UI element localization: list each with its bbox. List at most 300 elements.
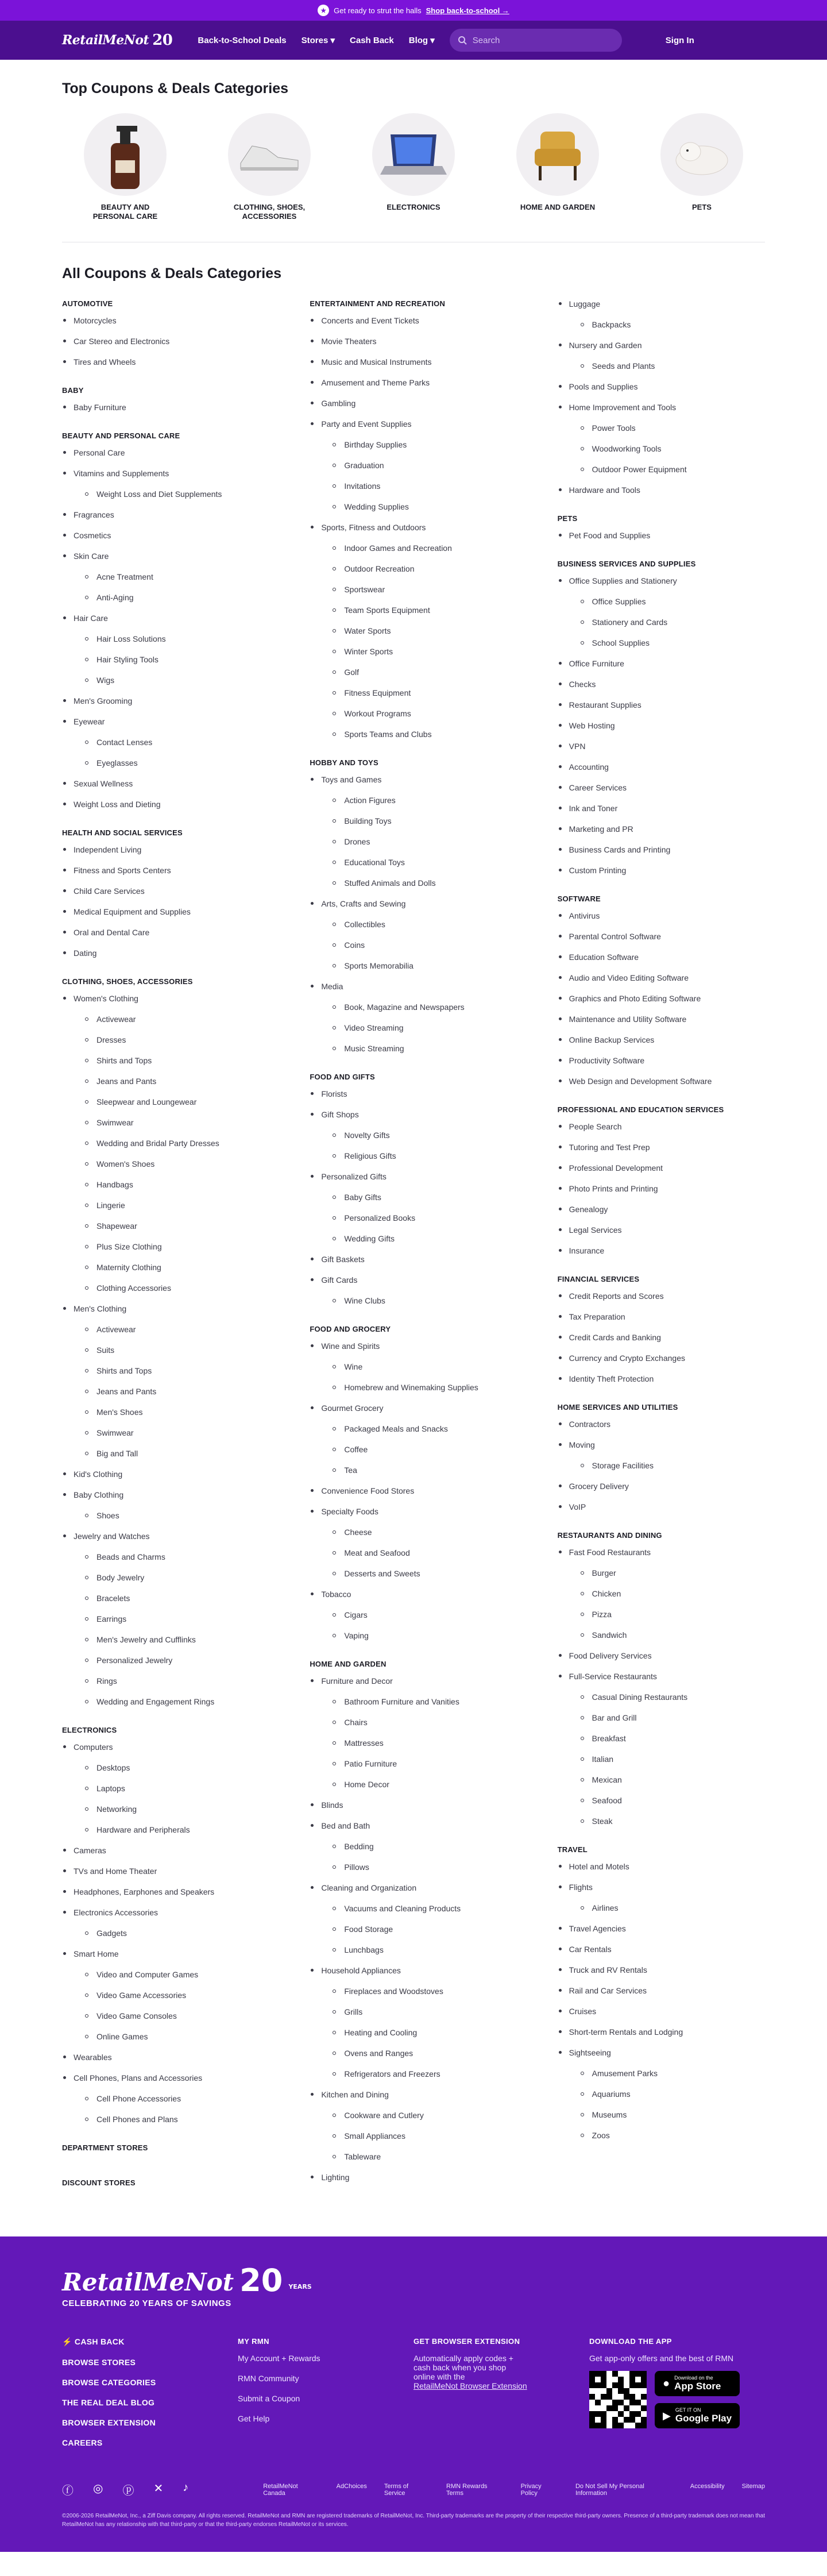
- subcategory-link[interactable]: Mattresses: [310, 1738, 517, 1748]
- subcategory-link[interactable]: Bracelets: [62, 1594, 269, 1603]
- category-link[interactable]: Productivity Software: [558, 1056, 765, 1065]
- subcategory-link[interactable]: Office Supplies: [558, 597, 765, 606]
- subcategory-link[interactable]: Cell Phone Accessories: [62, 2094, 269, 2103]
- subcategory-link[interactable]: Storage Facilities: [558, 1461, 765, 1470]
- subcategory-link[interactable]: Italian: [558, 1754, 765, 1764]
- category-link[interactable]: Parental Control Software: [558, 932, 765, 941]
- subcategory-link[interactable]: Religious Gifts: [310, 1151, 517, 1160]
- subcategory-link[interactable]: Birthday Supplies: [310, 440, 517, 449]
- subcategory-link[interactable]: Desktops: [62, 1763, 269, 1772]
- category-link[interactable]: Specialty Foods: [310, 1507, 517, 1516]
- category-link[interactable]: Custom Printing: [558, 866, 765, 875]
- category-heading[interactable]: TRAVEL: [557, 1845, 588, 1854]
- subcategory-link[interactable]: Cigars: [310, 1610, 517, 1619]
- subcategory-link[interactable]: Meat and Seafood: [310, 1548, 517, 1557]
- subcategory-link[interactable]: Airlines: [558, 1903, 765, 1912]
- category-link[interactable]: Restaurant Supplies: [558, 700, 765, 709]
- footer-cash-back[interactable]: ⚡ CASH BACK: [62, 2337, 125, 2346]
- subcategory-link[interactable]: Steak: [558, 1817, 765, 1826]
- category-link[interactable]: Identity Theft Protection: [558, 1374, 765, 1383]
- category-link[interactable]: Education Software: [558, 952, 765, 962]
- category-link[interactable]: Gambling: [310, 399, 517, 408]
- category-link[interactable]: Nursery and Garden: [558, 341, 765, 350]
- subcategory-link[interactable]: Hardware and Peripherals: [62, 1825, 269, 1834]
- category-link[interactable]: Insurance: [558, 1246, 765, 1255]
- category-link[interactable]: Contractors: [558, 1420, 765, 1429]
- category-link[interactable]: Party and Event Supplies: [310, 419, 517, 429]
- category-link[interactable]: Maintenance and Utility Software: [558, 1015, 765, 1024]
- category-link[interactable]: Office Supplies and Stationery: [558, 576, 765, 585]
- category-link[interactable]: Sports, Fitness and Outdoors: [310, 523, 517, 532]
- category-heading[interactable]: HOBBY AND TOYS: [310, 758, 378, 767]
- nav-back-to-school[interactable]: Back-to-School Deals: [198, 35, 287, 45]
- legal-link[interactable]: RetailMeNot Canada: [263, 2482, 298, 2497]
- category-heading[interactable]: CLOTHING, SHOES, ACCESSORIES: [62, 977, 193, 986]
- category-link[interactable]: Gift Cards: [310, 1275, 517, 1285]
- category-link[interactable]: Sightseeing: [558, 2048, 765, 2057]
- category-link[interactable]: Sexual Wellness: [62, 779, 269, 788]
- subcategory-link[interactable]: Desserts and Sweets: [310, 1569, 517, 1578]
- subcategory-link[interactable]: Men's Jewelry and Cufflinks: [62, 1635, 269, 1644]
- footer-careers[interactable]: CAREERS: [62, 2438, 103, 2447]
- category-link[interactable]: Jewelry and Watches: [62, 1532, 269, 1541]
- legal-link[interactable]: Sitemap: [741, 2482, 765, 2490]
- top-category-clothing[interactable]: [228, 113, 311, 221]
- category-link[interactable]: Oral and Dental Care: [62, 928, 269, 937]
- subcategory-link[interactable]: Big and Tall: [62, 1449, 269, 1458]
- subcategory-link[interactable]: Packaged Meals and Snacks: [310, 1424, 517, 1433]
- pinterest-icon[interactable]: ⓟ: [122, 2485, 134, 2497]
- subcategory-link[interactable]: Jeans and Pants: [62, 1387, 269, 1396]
- footer-my-account[interactable]: My Account + Rewards: [238, 2354, 320, 2363]
- category-heading[interactable]: DEPARTMENT STORES: [62, 2143, 148, 2152]
- category-heading[interactable]: FOOD AND GIFTS: [310, 1073, 375, 1081]
- subcategory-link[interactable]: Bathroom Furniture and Vanities: [310, 1697, 517, 1706]
- category-link[interactable]: Personalized Gifts: [310, 1172, 517, 1181]
- category-link[interactable]: Kid's Clothing: [62, 1470, 269, 1479]
- subcategory-link[interactable]: Pillows: [310, 1862, 517, 1872]
- subcategory-link[interactable]: Sports Memorabilia: [310, 961, 517, 970]
- subcategory-link[interactable]: Stuffed Animals and Dolls: [310, 878, 517, 888]
- category-link[interactable]: Truck and RV Rentals: [558, 1965, 765, 1975]
- subcategory-link[interactable]: Cell Phones and Plans: [62, 2115, 269, 2124]
- subcategory-link[interactable]: Cookware and Cutlery: [310, 2111, 517, 2120]
- category-link[interactable]: Pet Food and Supplies: [558, 531, 765, 540]
- subcategory-link[interactable]: Activewear: [62, 1015, 269, 1024]
- top-category-home[interactable]: [516, 113, 599, 221]
- category-link[interactable]: Eyewear: [62, 717, 269, 726]
- category-link[interactable]: Gift Baskets: [310, 1255, 517, 1264]
- category-link[interactable]: VPN: [558, 742, 765, 751]
- subcategory-link[interactable]: Contact Lenses: [62, 738, 269, 747]
- subcategory-link[interactable]: Video Game Consoles: [62, 2011, 269, 2020]
- category-link[interactable]: Short-term Rentals and Lodging: [558, 2027, 765, 2037]
- subcategory-link[interactable]: Video Game Accessories: [62, 1991, 269, 2000]
- category-link[interactable]: Credit Cards and Banking: [558, 1333, 765, 1342]
- category-heading[interactable]: PETS: [557, 514, 578, 523]
- subcategory-link[interactable]: Museums: [558, 2110, 765, 2119]
- category-link[interactable]: Luggage: [558, 299, 765, 308]
- nav-cash-back[interactable]: Cash Back: [350, 35, 394, 45]
- legal-link[interactable]: RMN Rewards Terms: [446, 2482, 488, 2497]
- subcategory-link[interactable]: Stationery and Cards: [558, 618, 765, 627]
- category-link[interactable]: Grocery Delivery: [558, 1482, 765, 1491]
- category-link[interactable]: Cell Phones, Plans and Accessories: [62, 2073, 269, 2083]
- subcategory-link[interactable]: Ovens and Ranges: [310, 2049, 517, 2058]
- subcategory-link[interactable]: Casual Dining Restaurants: [558, 1692, 765, 1702]
- subcategory-link[interactable]: Swimwear: [62, 1428, 269, 1437]
- subcategory-link[interactable]: Refrigerators and Freezers: [310, 2069, 517, 2078]
- category-link[interactable]: Car Rentals: [558, 1945, 765, 1954]
- subcategory-link[interactable]: Fireplaces and Woodstoves: [310, 1987, 517, 1996]
- subcategory-link[interactable]: Eyeglasses: [62, 758, 269, 768]
- subcategory-link[interactable]: Body Jewelry: [62, 1573, 269, 1582]
- subcategory-link[interactable]: Mexican: [558, 1775, 765, 1784]
- subcategory-link[interactable]: Action Figures: [310, 796, 517, 805]
- subcategory-link[interactable]: Seeds and Plants: [558, 361, 765, 371]
- category-heading[interactable]: AUTOMOTIVE: [62, 299, 113, 308]
- category-link[interactable]: VoIP: [558, 1502, 765, 1511]
- subcategory-link[interactable]: Seafood: [558, 1796, 765, 1805]
- subcategory-link[interactable]: Fitness Equipment: [310, 688, 517, 697]
- footer-logo[interactable]: [62, 2262, 765, 2299]
- footer-get-help[interactable]: Get Help: [238, 2414, 270, 2423]
- subcategory-link[interactable]: Sleepwear and Loungewear: [62, 1097, 269, 1106]
- category-link[interactable]: Men's Clothing: [62, 1304, 269, 1313]
- category-link[interactable]: Fast Food Restaurants: [558, 1548, 765, 1557]
- category-heading[interactable]: DISCOUNT STORES: [62, 2178, 136, 2187]
- category-link[interactable]: Skin Care: [62, 552, 269, 561]
- category-link[interactable]: Photo Prints and Printing: [558, 1184, 765, 1193]
- subcategory-link[interactable]: Power Tools: [558, 423, 765, 433]
- subcategory-link[interactable]: Winter Sports: [310, 647, 517, 656]
- subcategory-link[interactable]: Burger: [558, 1568, 765, 1578]
- category-link[interactable]: Cleaning and Organization: [310, 1883, 517, 1892]
- category-link[interactable]: Genealogy: [558, 1205, 765, 1214]
- subcategory-link[interactable]: Video and Computer Games: [62, 1970, 269, 1979]
- legal-link[interactable]: Terms of Service: [384, 2482, 409, 2497]
- footer-blog[interactable]: THE REAL DEAL BLOG: [62, 2398, 155, 2407]
- category-link[interactable]: Tax Preparation: [558, 1312, 765, 1321]
- category-link[interactable]: Office Furniture: [558, 659, 765, 668]
- subcategory-link[interactable]: Handbags: [62, 1180, 269, 1189]
- category-link[interactable]: Cameras: [62, 1846, 269, 1855]
- category-link[interactable]: Music and Musical Instruments: [310, 357, 517, 367]
- subcategory-link[interactable]: Video Streaming: [310, 1023, 517, 1032]
- footer-community[interactable]: RMN Community: [238, 2374, 299, 2383]
- footer-browser-extension[interactable]: BROWSER EXTENSION: [62, 2418, 156, 2427]
- nav-stores[interactable]: Stores ▾: [301, 36, 335, 45]
- category-link[interactable]: Food Delivery Services: [558, 1651, 765, 1660]
- subcategory-link[interactable]: Breakfast: [558, 1734, 765, 1743]
- subcategory-link[interactable]: Backpacks: [558, 320, 765, 329]
- category-link[interactable]: Car Stereo and Electronics: [62, 337, 269, 346]
- category-link[interactable]: Wine and Spirits: [310, 1341, 517, 1351]
- category-link[interactable]: Electronics Accessories: [62, 1908, 269, 1917]
- subcategory-link[interactable]: Outdoor Recreation: [310, 564, 517, 573]
- subcategory-link[interactable]: Acne Treatment: [62, 572, 269, 581]
- category-link[interactable]: Bed and Bath: [310, 1821, 517, 1830]
- instagram-icon[interactable]: ◎: [93, 2482, 103, 2495]
- subcategory-link[interactable]: Book, Magazine and Newspapers: [310, 1002, 517, 1012]
- category-link[interactable]: Currency and Crypto Exchanges: [558, 1353, 765, 1363]
- legal-link[interactable]: Accessibility: [690, 2482, 725, 2490]
- category-link[interactable]: Wearables: [62, 2053, 269, 2062]
- subcategory-link[interactable]: Wedding Gifts: [310, 1234, 517, 1243]
- subcategory-link[interactable]: Team Sports Equipment: [310, 606, 517, 615]
- category-link[interactable]: Convenience Food Stores: [310, 1486, 517, 1495]
- legal-link[interactable]: Do Not Sell My Personal Information: [575, 2482, 644, 2497]
- subcategory-link[interactable]: Vaping: [310, 1631, 517, 1640]
- category-link[interactable]: Fitness and Sports Centers: [62, 866, 269, 875]
- category-link[interactable]: Travel Agencies: [558, 1924, 765, 1933]
- subcategory-link[interactable]: Bedding: [310, 1842, 517, 1851]
- subcategory-link[interactable]: Tableware: [310, 2152, 517, 2161]
- subcategory-link[interactable]: Novelty Gifts: [310, 1131, 517, 1140]
- category-heading[interactable]: HOME AND GARDEN: [310, 1660, 387, 1668]
- footer-submit-coupon[interactable]: Submit a Coupon: [238, 2394, 300, 2403]
- search-input[interactable]: [450, 29, 622, 52]
- top-category-beauty[interactable]: [84, 113, 167, 221]
- subcategory-link[interactable]: Heating and Cooling: [310, 2028, 517, 2037]
- category-link[interactable]: Credit Reports and Scores: [558, 1291, 765, 1301]
- subcategory-link[interactable]: Earrings: [62, 1614, 269, 1624]
- category-link[interactable]: Marketing and PR: [558, 824, 765, 834]
- category-link[interactable]: Full-Service Restaurants: [558, 1672, 765, 1681]
- subcategory-link[interactable]: Food Storage: [310, 1925, 517, 1934]
- category-link[interactable]: Smart Home: [62, 1949, 269, 1958]
- subcategory-link[interactable]: Hair Styling Tools: [62, 655, 269, 664]
- subcategory-link[interactable]: Personalized Books: [310, 1213, 517, 1223]
- category-link[interactable]: Baby Clothing: [62, 1490, 269, 1499]
- subcategory-link[interactable]: Wigs: [62, 676, 269, 685]
- subcategory-link[interactable]: Chairs: [310, 1718, 517, 1727]
- category-link[interactable]: Antivirus: [558, 911, 765, 920]
- category-link[interactable]: Graphics and Photo Editing Software: [558, 994, 765, 1003]
- subcategory-link[interactable]: Tea: [310, 1466, 517, 1475]
- subcategory-link[interactable]: Home Decor: [310, 1780, 517, 1789]
- category-heading[interactable]: FINANCIAL SERVICES: [557, 1275, 640, 1283]
- category-link[interactable]: People Search: [558, 1122, 765, 1131]
- subcategory-link[interactable]: Online Games: [62, 2032, 269, 2041]
- subcategory-link[interactable]: Clothing Accessories: [62, 1283, 269, 1293]
- category-link[interactable]: Medical Equipment and Supplies: [62, 907, 269, 916]
- subcategory-link[interactable]: Grills: [310, 2007, 517, 2016]
- subcategory-link[interactable]: Sportswear: [310, 585, 517, 594]
- category-link[interactable]: Movie Theaters: [310, 337, 517, 346]
- subcategory-link[interactable]: Water Sports: [310, 626, 517, 635]
- subcategory-link[interactable]: Homebrew and Winemaking Supplies: [310, 1383, 517, 1392]
- subcategory-link[interactable]: Wine: [310, 1362, 517, 1371]
- category-link[interactable]: Cruises: [558, 2007, 765, 2016]
- subcategory-link[interactable]: Suits: [62, 1345, 269, 1355]
- category-link[interactable]: Headphones, Earphones and Speakers: [62, 1887, 269, 1896]
- category-heading[interactable]: HEALTH AND SOCIAL SERVICES: [62, 828, 183, 837]
- subcategory-link[interactable]: Wedding and Bridal Party Dresses: [62, 1139, 269, 1148]
- subcategory-link[interactable]: Woodworking Tools: [558, 444, 765, 453]
- subcategory-link[interactable]: Rings: [62, 1676, 269, 1686]
- category-link[interactable]: Career Services: [558, 783, 765, 792]
- category-link[interactable]: Tires and Wheels: [62, 357, 269, 367]
- category-link[interactable]: Legal Services: [558, 1225, 765, 1235]
- subcategory-link[interactable]: Hair Loss Solutions: [62, 634, 269, 643]
- subcategory-link[interactable]: Networking: [62, 1804, 269, 1814]
- category-heading[interactable]: FOOD AND GROCERY: [310, 1325, 391, 1333]
- subcategory-link[interactable]: Activewear: [62, 1325, 269, 1334]
- category-link[interactable]: Blinds: [310, 1800, 517, 1810]
- category-link[interactable]: Rail and Car Services: [558, 1986, 765, 1995]
- category-link[interactable]: Moving: [558, 1440, 765, 1449]
- category-heading[interactable]: HOME SERVICES AND UTILITIES: [557, 1403, 678, 1412]
- google-play-button[interactable]: ▶ GET IT ON Google Play: [655, 2403, 740, 2428]
- category-heading[interactable]: BEAUTY AND PERSONAL CARE: [62, 431, 180, 440]
- subcategory-link[interactable]: Bar and Grill: [558, 1713, 765, 1722]
- category-heading[interactable]: ELECTRONICS: [62, 1726, 117, 1734]
- subcategory-link[interactable]: Pizza: [558, 1610, 765, 1619]
- category-link[interactable]: Amusement and Theme Parks: [310, 378, 517, 387]
- subcategory-link[interactable]: Golf: [310, 668, 517, 677]
- subcategory-link[interactable]: Shirts and Tops: [62, 1056, 269, 1065]
- category-link[interactable]: Furniture and Decor: [310, 1676, 517, 1686]
- category-link[interactable]: Cosmetics: [62, 531, 269, 540]
- category-link[interactable]: Lighting: [310, 2173, 517, 2182]
- subcategory-link[interactable]: Gadgets: [62, 1929, 269, 1938]
- subcategory-link[interactable]: Coins: [310, 940, 517, 950]
- subcategory-link[interactable]: Patio Furniture: [310, 1759, 517, 1768]
- category-link[interactable]: Motorcycles: [62, 316, 269, 325]
- category-link[interactable]: Toys and Games: [310, 775, 517, 784]
- category-link[interactable]: Checks: [558, 680, 765, 689]
- x-icon[interactable]: ✕: [153, 2482, 164, 2495]
- subcategory-link[interactable]: Plus Size Clothing: [62, 1242, 269, 1251]
- category-link[interactable]: Professional Development: [558, 1163, 765, 1173]
- category-link[interactable]: Household Appliances: [310, 1966, 517, 1975]
- category-link[interactable]: Hardware and Tools: [558, 485, 765, 495]
- app-store-button[interactable]: ● Download on the App Store: [655, 2371, 740, 2396]
- extension-link[interactable]: RetailMeNot Browser Extension: [413, 2381, 527, 2390]
- subcategory-link[interactable]: Shoes: [62, 1511, 269, 1520]
- subcategory-link[interactable]: Laptops: [62, 1784, 269, 1793]
- category-link[interactable]: Pools and Supplies: [558, 382, 765, 391]
- subcategory-link[interactable]: Zoos: [558, 2131, 765, 2140]
- top-category-pets[interactable]: [660, 113, 743, 221]
- subcategory-link[interactable]: Maternity Clothing: [62, 1263, 269, 1272]
- sign-in-link[interactable]: Sign In: [665, 35, 694, 45]
- subcategory-link[interactable]: Drones: [310, 837, 517, 846]
- category-link[interactable]: Kitchen and Dining: [310, 2090, 517, 2099]
- tiktok-icon[interactable]: ♪: [183, 2481, 189, 2494]
- subcategory-link[interactable]: Invitations: [310, 481, 517, 491]
- category-link[interactable]: Media: [310, 982, 517, 991]
- category-link[interactable]: Home Improvement and Tools: [558, 403, 765, 412]
- site-logo[interactable]: [62, 32, 172, 49]
- category-link[interactable]: Fragrances: [62, 510, 269, 519]
- category-link[interactable]: Web Hosting: [558, 721, 765, 730]
- category-link[interactable]: Gift Shops: [310, 1110, 517, 1119]
- top-category-electronics[interactable]: [372, 113, 455, 221]
- subcategory-link[interactable]: Indoor Games and Recreation: [310, 543, 517, 553]
- subcategory-link[interactable]: Building Toys: [310, 816, 517, 826]
- subcategory-link[interactable]: Shirts and Tops: [62, 1366, 269, 1375]
- category-link[interactable]: Weight Loss and Dieting: [62, 800, 269, 809]
- category-link[interactable]: Concerts and Event Tickets: [310, 316, 517, 325]
- facebook-icon[interactable]: ⓕ: [62, 2485, 74, 2497]
- category-link[interactable]: Tobacco: [310, 1590, 517, 1599]
- category-link[interactable]: Child Care Services: [62, 886, 269, 896]
- category-link[interactable]: Women's Clothing: [62, 994, 269, 1003]
- category-heading[interactable]: BABY: [62, 386, 84, 395]
- subcategory-link[interactable]: Swimwear: [62, 1118, 269, 1127]
- subcategory-link[interactable]: Outdoor Power Equipment: [558, 465, 765, 474]
- category-link[interactable]: Accounting: [558, 762, 765, 772]
- subcategory-link[interactable]: Wedding Supplies: [310, 502, 517, 511]
- subcategory-link[interactable]: Women's Shoes: [62, 1159, 269, 1169]
- subcategory-link[interactable]: Coffee: [310, 1445, 517, 1454]
- subcategory-link[interactable]: Cheese: [310, 1528, 517, 1537]
- category-link[interactable]: Computers: [62, 1742, 269, 1752]
- subcategory-link[interactable]: Graduation: [310, 461, 517, 470]
- subcategory-link[interactable]: Workout Programs: [310, 709, 517, 718]
- category-link[interactable]: Hotel and Motels: [558, 1862, 765, 1871]
- subcategory-link[interactable]: Men's Shoes: [62, 1407, 269, 1417]
- subcategory-link[interactable]: Baby Gifts: [310, 1193, 517, 1202]
- subcategory-link[interactable]: School Supplies: [558, 638, 765, 647]
- category-link[interactable]: Personal Care: [62, 448, 269, 457]
- category-link[interactable]: Arts, Crafts and Sewing: [310, 899, 517, 908]
- subcategory-link[interactable]: Dresses: [62, 1035, 269, 1044]
- footer-browse-stores[interactable]: BROWSE STORES: [62, 2358, 136, 2367]
- subcategory-link[interactable]: Shapewear: [62, 1221, 269, 1231]
- subcategory-link[interactable]: Jeans and Pants: [62, 1077, 269, 1086]
- category-link[interactable]: Flights: [558, 1883, 765, 1892]
- category-link[interactable]: Florists: [310, 1089, 517, 1098]
- subcategory-link[interactable]: Anti-Aging: [62, 593, 269, 602]
- nav-blog[interactable]: Blog ▾: [408, 36, 435, 45]
- subcategory-link[interactable]: Wedding and Engagement Rings: [62, 1697, 269, 1706]
- subcategory-link[interactable]: Vacuums and Cleaning Products: [310, 1904, 517, 1913]
- category-link[interactable]: Audio and Video Editing Software: [558, 973, 765, 982]
- category-heading[interactable]: RESTAURANTS AND DINING: [557, 1531, 662, 1540]
- subcategory-link[interactable]: Weight Loss and Diet Supplements: [62, 489, 269, 499]
- category-link[interactable]: Vitamins and Supplements: [62, 469, 269, 478]
- category-link[interactable]: Dating: [62, 948, 269, 958]
- subcategory-link[interactable]: Music Streaming: [310, 1044, 517, 1053]
- category-heading[interactable]: SOFTWARE: [557, 894, 601, 903]
- subcategory-link[interactable]: Wine Clubs: [310, 1296, 517, 1305]
- category-link[interactable]: TVs and Home Theater: [62, 1867, 269, 1876]
- subcategory-link[interactable]: Small Appliances: [310, 2131, 517, 2141]
- subcategory-link[interactable]: Chicken: [558, 1589, 765, 1598]
- subcategory-link[interactable]: Sports Teams and Clubs: [310, 730, 517, 739]
- subcategory-link[interactable]: Personalized Jewelry: [62, 1656, 269, 1665]
- subcategory-link[interactable]: Collectibles: [310, 920, 517, 929]
- subcategory-link[interactable]: Lingerie: [62, 1201, 269, 1210]
- promo-link[interactable]: Shop back-to-school →: [426, 6, 509, 15]
- category-link[interactable]: Business Cards and Printing: [558, 845, 765, 854]
- subcategory-link[interactable]: Beads and Charms: [62, 1552, 269, 1561]
- legal-link[interactable]: Privacy Policy: [520, 2482, 542, 2497]
- category-link[interactable]: Men's Grooming: [62, 696, 269, 705]
- category-link[interactable]: Independent Living: [62, 845, 269, 854]
- category-heading[interactable]: BUSINESS SERVICES AND SUPPLIES: [557, 560, 696, 568]
- category-link[interactable]: Web Design and Development Software: [558, 1077, 765, 1086]
- footer-browse-categories[interactable]: BROWSE CATEGORIES: [62, 2378, 156, 2387]
- legal-link[interactable]: AdChoices: [336, 2482, 367, 2490]
- category-link[interactable]: Ink and Toner: [558, 804, 765, 813]
- subcategory-link[interactable]: Lunchbags: [310, 1945, 517, 1954]
- category-link[interactable]: Hair Care: [62, 614, 269, 623]
- category-link[interactable]: Gourmet Grocery: [310, 1403, 517, 1413]
